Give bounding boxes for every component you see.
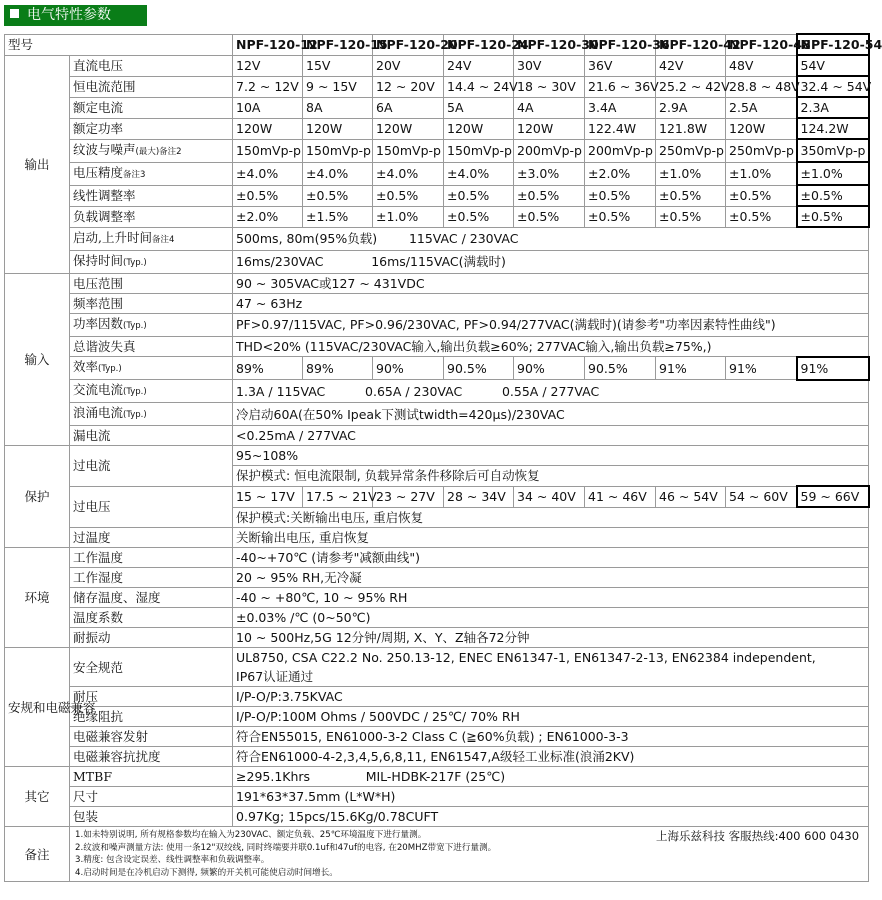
row-label xyxy=(70,727,233,747)
value-cell: ±1.0% xyxy=(656,162,726,185)
row-label xyxy=(70,55,233,76)
ov-cell: 23 ~ 27V xyxy=(373,486,444,507)
env-value: -40~+70℃ (请参考"减额曲线") xyxy=(233,548,869,568)
table-row xyxy=(5,118,869,139)
env-value: 20 ~ 95% RH,无冷凝 xyxy=(233,568,869,588)
table-row xyxy=(5,139,869,162)
thd-value: THD<20% (115VAC/230VAC输入,输出负载≥60%; 277VAC输入,输出负载≥75%,) xyxy=(233,336,869,357)
table-row xyxy=(5,568,869,588)
hold-value xyxy=(233,250,869,273)
value-cell: 150mVp-p xyxy=(303,139,373,162)
table-row xyxy=(5,528,869,548)
row-label-text: 恒电流范围 xyxy=(73,79,136,94)
table-row xyxy=(5,162,869,185)
value-cell: ±0.5% xyxy=(585,185,656,206)
value-cell: 24V xyxy=(444,55,514,76)
table-row xyxy=(5,313,869,336)
table-row xyxy=(5,747,869,767)
safety-value: 符合EN55015, EN61000-3-2 Class C (≧60%负载) ; EN61000-3-3 xyxy=(233,727,869,747)
other-v2: MIL-HDBK-217F (25℃) xyxy=(365,769,506,784)
value-cell: ±0.5% xyxy=(373,185,444,206)
row-label-text: 线性调整率 xyxy=(73,188,136,203)
row-label-text: 过温度 xyxy=(73,530,111,545)
row-label xyxy=(70,767,233,787)
value-cell: 250mVp-p xyxy=(726,139,797,162)
row-label xyxy=(70,118,233,139)
section-header xyxy=(4,5,147,26)
ot-value: 关断输出电压, 重启恢复 xyxy=(233,528,869,548)
env-value: 10 ~ 500Hz,5G 12分钟/周期, X、Y、Z轴各72分钟 xyxy=(233,628,869,648)
spec-table xyxy=(4,33,882,882)
value-cell: 4A xyxy=(514,97,585,118)
table-row xyxy=(5,55,869,76)
square-bullet-icon xyxy=(10,9,19,18)
model-header: NPF-120-48 xyxy=(726,34,797,55)
note-line: 4.启动时间是在冷机启动下测得, 频繁的开关机可能使启动时间增长。 xyxy=(75,867,338,878)
value-cell: ±0.5% xyxy=(585,206,656,227)
table-row xyxy=(5,807,869,827)
row-label-text: 直流电压 xyxy=(73,58,124,73)
ov-cell: 54 ~ 60V xyxy=(726,486,797,507)
value-cell: 3.4A xyxy=(585,97,656,118)
table-row xyxy=(5,206,869,227)
row-label-text: 效率 xyxy=(73,359,99,374)
leakage-value: <0.25mA / 277VAC xyxy=(233,426,869,446)
table-row xyxy=(5,273,869,293)
value-cell: 350mVp-p xyxy=(797,139,869,162)
other-value xyxy=(233,807,869,827)
table-row xyxy=(5,97,869,118)
value-cell: 120W xyxy=(726,118,797,139)
table-row xyxy=(5,787,869,807)
row-label-text: 安全规范 xyxy=(73,659,124,675)
value-cell: ±0.5% xyxy=(444,185,514,206)
table-row xyxy=(5,446,869,466)
startup-v1: 500ms, 80m(95%负载) xyxy=(236,231,378,247)
other-value xyxy=(233,767,869,787)
value-cell: ±0.5% xyxy=(233,185,303,206)
env-value: ±0.03% /℃ (0~50℃) xyxy=(233,608,869,628)
value-cell: ±1.5% xyxy=(303,206,373,227)
ov-cell: 34 ~ 40V xyxy=(514,486,585,507)
value-cell: 15V xyxy=(303,55,373,76)
row-label-note: (Typ.) xyxy=(123,410,147,420)
row-label-text: 总谐波失真 xyxy=(73,338,136,354)
value-cell: 120W xyxy=(233,118,303,139)
ac-v1: 1.3A / 115VAC xyxy=(236,383,326,399)
value-cell: 6A xyxy=(373,97,444,118)
table-row xyxy=(5,727,869,747)
freq-range-value: 47 ~ 63Hz xyxy=(233,293,869,313)
efficiency-cell: 90% xyxy=(514,357,585,380)
efficiency-cell: 90.5% xyxy=(444,357,514,380)
ov-cell: 17.5 ~ 21V xyxy=(303,486,373,507)
row-label-text: 功率因数 xyxy=(73,315,124,331)
row-label xyxy=(70,357,233,380)
value-cell: ±1.0% xyxy=(726,162,797,185)
value-cell: 121.8W xyxy=(656,118,726,139)
value-cell: 7.2 ~ 12V xyxy=(233,76,303,97)
row-label xyxy=(70,486,233,528)
note-line: 3.精度: 包含设定误差、线性调整率和负载调整率。 xyxy=(75,855,270,865)
env-value: -40 ~ +80℃, 10 ~ 95% RH xyxy=(233,588,869,608)
row-label-text: MTBF xyxy=(73,769,112,784)
table-row xyxy=(5,548,869,568)
value-cell: 120W xyxy=(444,118,514,139)
table-row xyxy=(5,76,869,97)
efficiency-cell: 89% xyxy=(303,357,373,380)
value-cell: 150mVp-p xyxy=(233,139,303,162)
value-cell: ±4.0% xyxy=(444,162,514,185)
value-cell: ±4.0% xyxy=(303,162,373,185)
value-cell: 54V xyxy=(797,55,869,76)
row-label xyxy=(70,548,233,568)
model-header: NPF-120-30 xyxy=(514,34,585,55)
row-label xyxy=(70,608,233,628)
row-label xyxy=(70,336,233,357)
row-label-text: 额定功率 xyxy=(73,121,124,136)
value-cell: ±0.5% xyxy=(726,185,797,206)
row-label-text: 工作湿度 xyxy=(73,570,124,585)
value-cell: 5A xyxy=(444,97,514,118)
oc-mode: 保护模式: 恒电流限制, 负载异常条件移除后可自动恢复 xyxy=(233,466,869,487)
row-label-text: 浪涌电流 xyxy=(73,405,124,420)
safety-value: I/P-O/P:100M Ohms / 500VDC / 25℃/ 70% RH xyxy=(233,707,869,727)
startup-v2: 115VAC / 230VAC xyxy=(408,231,519,247)
row-label xyxy=(70,568,233,588)
efficiency-cell: 91% xyxy=(726,357,797,380)
row-label xyxy=(70,403,233,426)
table-row xyxy=(5,628,869,648)
row-label xyxy=(70,293,233,313)
row-label xyxy=(70,206,233,227)
table-row xyxy=(5,687,869,707)
efficiency-cell: 90% xyxy=(373,357,444,380)
startup-value xyxy=(233,227,869,250)
row-label-text: 纹波与噪声 xyxy=(73,141,136,157)
row-label-text: 耐压 xyxy=(73,689,99,704)
row-label xyxy=(70,787,233,807)
value-cell: 2.3A xyxy=(797,97,869,118)
value-cell: 48V xyxy=(726,55,797,76)
note-line: 2.纹波和噪声测量方法: 使用一条12"双绞线, 同时终端要并联0.1uf和47uf的电容, 在20MHZ带宽下进行量测。 xyxy=(75,842,497,853)
safety-line-2: IP67认证通过 xyxy=(236,669,314,684)
safety-line-1: UL8750, CSA C22.2 No. 250.13-12, ENEC EN61347-1, EN61347-2-13, EN62384 independent, xyxy=(236,650,816,665)
table-row xyxy=(5,767,869,787)
row-label xyxy=(70,162,233,185)
section-title: 电气特性参数 xyxy=(27,7,111,23)
other-value xyxy=(233,787,869,807)
row-label-text: 过电压 xyxy=(73,499,111,515)
model-header: NPF-120-12 xyxy=(233,34,303,55)
safety-standards-value xyxy=(233,648,869,687)
row-label-note: 备注3 xyxy=(123,169,146,180)
hold-v1: 16ms/230VAC xyxy=(236,254,324,269)
value-cell: ±0.5% xyxy=(514,206,585,227)
safety-value: I/P-O/P:3.75KVAC xyxy=(233,687,869,707)
voltage-range-value: 90 ~ 305VAC或127 ~ 431VDC xyxy=(233,273,869,293)
value-cell: 25.2 ~ 42V xyxy=(656,76,726,97)
row-label-text: 负载调整率 xyxy=(73,209,136,224)
efficiency-cell: 91% xyxy=(656,357,726,380)
row-label xyxy=(70,588,233,608)
row-label-text: 额定电流 xyxy=(73,100,124,115)
value-cell: ±2.0% xyxy=(233,206,303,227)
group-other: 其它 xyxy=(5,767,70,827)
value-cell: ±0.5% xyxy=(514,185,585,206)
row-label xyxy=(70,426,233,446)
value-cell: 18 ~ 30V xyxy=(514,76,585,97)
other-v1: ≥295.1Khrs xyxy=(236,769,311,784)
notes-cell xyxy=(70,827,869,882)
value-cell: 36V xyxy=(585,55,656,76)
value-cell: 14.4 ~ 24V xyxy=(444,76,514,97)
group-notes: 备注 xyxy=(5,827,70,882)
row-label-note: (Typ.) xyxy=(123,387,147,397)
ov-mode: 保护模式:关断输出电压, 重启恢复 xyxy=(233,507,869,528)
value-cell: 120W xyxy=(373,118,444,139)
table-row xyxy=(5,608,869,628)
group-safety: 安规和电磁兼容 xyxy=(5,648,70,767)
table-row xyxy=(5,227,869,250)
row-label xyxy=(70,185,233,206)
efficiency-cell: 90.5% xyxy=(585,357,656,380)
row-label xyxy=(70,76,233,97)
value-cell: 28.8 ~ 48V xyxy=(726,76,797,97)
model-header: NPF-120-24 xyxy=(444,34,514,55)
row-label-note: (Typ.) xyxy=(123,320,147,331)
ac-v3: 0.55A / 277VAC xyxy=(501,383,600,399)
group-environment: 环境 xyxy=(5,548,70,648)
row-label-text: 耐振动 xyxy=(73,630,111,645)
oc-value: 95~108% xyxy=(233,446,869,466)
value-cell: 2.5A xyxy=(726,97,797,118)
value-cell: ±1.0% xyxy=(797,162,869,185)
table-row xyxy=(5,588,869,608)
efficiency-cell: 91% xyxy=(797,357,869,380)
row-label-note: (Typ.) xyxy=(123,257,147,268)
table-row xyxy=(5,707,869,727)
table-row xyxy=(5,486,869,507)
row-label-text: 电磁兼容发射 xyxy=(73,729,149,744)
row-label-text: 电压精度 xyxy=(73,164,124,180)
row-label xyxy=(70,747,233,767)
ov-cell: 15 ~ 17V xyxy=(233,486,303,507)
row-label xyxy=(70,97,233,118)
row-label xyxy=(70,687,233,707)
row-label-text: 尺寸 xyxy=(73,789,99,804)
row-label xyxy=(70,628,233,648)
value-cell: 120W xyxy=(303,118,373,139)
table-row xyxy=(5,357,869,380)
model-header: NPF-120-54 xyxy=(797,34,869,55)
ac-v2: 0.65A / 230VAC xyxy=(365,383,463,399)
value-cell: ±0.5% xyxy=(726,206,797,227)
table-row xyxy=(5,336,869,357)
row-label-text: 温度系数 xyxy=(73,610,124,625)
row-label-text: 启动,上升时间 xyxy=(73,229,152,245)
row-label-text: 绝缘阻抗 xyxy=(73,709,124,724)
row-label xyxy=(70,446,233,487)
row-label-text: 过电流 xyxy=(73,458,111,474)
row-label-note: 备注4 xyxy=(151,234,175,245)
row-label xyxy=(70,273,233,293)
value-cell: 124.2W xyxy=(797,118,869,139)
row-label xyxy=(70,139,233,162)
row-label xyxy=(70,313,233,336)
value-cell: ±0.5% xyxy=(656,185,726,206)
ov-cell: 59 ~ 66V xyxy=(797,486,869,507)
row-label-text: 频率范围 xyxy=(73,295,124,311)
value-cell: 21.6 ~ 36V xyxy=(585,76,656,97)
group-input: 输入 xyxy=(5,273,70,446)
hotline: 上海乐兹科技 客服热线:400 600 0430 xyxy=(656,829,860,843)
table-row xyxy=(5,648,869,687)
value-cell: 42V xyxy=(656,55,726,76)
value-cell: 32.4 ~ 54V xyxy=(797,76,869,97)
model-label: 型号 xyxy=(5,34,233,55)
value-cell: 12 ~ 20V xyxy=(373,76,444,97)
ov-cell: 28 ~ 34V xyxy=(444,486,514,507)
row-label-text: 保持时间 xyxy=(73,252,124,268)
value-cell: ±3.0% xyxy=(514,162,585,185)
notes-row xyxy=(5,827,869,882)
value-cell: 150mVp-p xyxy=(373,139,444,162)
ov-cell: 46 ~ 54V xyxy=(656,486,726,507)
value-cell: ±1.0% xyxy=(373,206,444,227)
value-cell: ±0.5% xyxy=(797,206,869,227)
value-cell: 250mVp-p xyxy=(656,139,726,162)
value-cell: ±0.5% xyxy=(797,185,869,206)
table-row xyxy=(5,185,869,206)
value-cell: ±4.0% xyxy=(373,162,444,185)
model-header: NPF-120-20 xyxy=(373,34,444,55)
group-output: 输出 xyxy=(5,55,70,273)
row-label xyxy=(70,250,233,273)
row-label-text: 交流电流 xyxy=(73,382,124,397)
value-cell: ±4.0% xyxy=(233,162,303,185)
row-label xyxy=(70,380,233,403)
value-cell: 30V xyxy=(514,55,585,76)
value-cell: 12V xyxy=(233,55,303,76)
value-cell: 122.4W xyxy=(585,118,656,139)
value-cell: 200mVp-p xyxy=(585,139,656,162)
row-label-text: 包装 xyxy=(73,809,99,824)
notes-body xyxy=(73,827,865,881)
model-row xyxy=(5,34,869,55)
row-label-text: 储存温度、湿度 xyxy=(73,590,161,605)
row-label-text: 电磁兼容抗扰度 xyxy=(73,749,161,764)
pf-value: PF>0.97/115VAC, PF>0.96/230VAC, PF>0.94/277VAC(满载时)(请参考"功率因素特性曲线") xyxy=(233,313,869,336)
value-cell: ±2.0% xyxy=(585,162,656,185)
efficiency-cell: 89% xyxy=(233,357,303,380)
safety-value: 符合EN61000-4-2,3,4,5,6,8,11, EN61547,A级轻工业标准(浪涌2KV) xyxy=(233,747,869,767)
note-line: 1.如未特别说明, 所有规格参数均在输入为230VAC、额定负载、25℃环境温度下进行量测。 xyxy=(75,830,427,840)
table-row xyxy=(5,380,869,403)
table-row xyxy=(5,426,869,446)
hold-v2: 16ms/115VAC(满载时) xyxy=(371,254,506,269)
ov-cell: 41 ~ 46V xyxy=(585,486,656,507)
value-cell: ±0.5% xyxy=(656,206,726,227)
row-label xyxy=(70,707,233,727)
row-label-note: (Typ.) xyxy=(98,364,122,374)
row-label xyxy=(70,648,233,687)
value-cell: 9 ~ 15V xyxy=(303,76,373,97)
value-cell: 8A xyxy=(303,97,373,118)
model-header: NPF-120-36 xyxy=(585,34,656,55)
model-header: NPF-120-42 xyxy=(656,34,726,55)
value-cell: 20V xyxy=(373,55,444,76)
value-cell: ±0.5% xyxy=(444,206,514,227)
ac-current-value xyxy=(233,380,869,403)
other-v1: 191*63*37.5mm (L*W*H) xyxy=(236,789,396,804)
group-protection: 保护 xyxy=(5,446,70,548)
value-cell: 200mVp-p xyxy=(514,139,585,162)
table-row xyxy=(5,250,869,273)
row-label xyxy=(70,528,233,548)
value-cell: 120W xyxy=(514,118,585,139)
row-label-text: 工作温度 xyxy=(73,550,124,565)
table-row xyxy=(5,403,869,426)
row-label-note: (最大)备注2 xyxy=(135,146,182,157)
value-cell: ±0.5% xyxy=(303,185,373,206)
row-label-text: 漏电流 xyxy=(73,428,111,443)
other-v1: 0.97Kg; 15pcs/15.6Kg/0.78CUFT xyxy=(236,809,439,824)
value-cell: 2.9A xyxy=(656,97,726,118)
value-cell: 150mVp-p xyxy=(444,139,514,162)
model-header: NPF-120-15 xyxy=(303,34,373,55)
row-label xyxy=(70,807,233,827)
value-cell: 10A xyxy=(233,97,303,118)
row-label xyxy=(70,227,233,250)
inrush-value: 冷启动60A(在50% Ipeak下测试twidth=420μs)/230VAC xyxy=(233,403,869,426)
table-row xyxy=(5,293,869,313)
row-label-text: 电压范围 xyxy=(73,275,124,291)
